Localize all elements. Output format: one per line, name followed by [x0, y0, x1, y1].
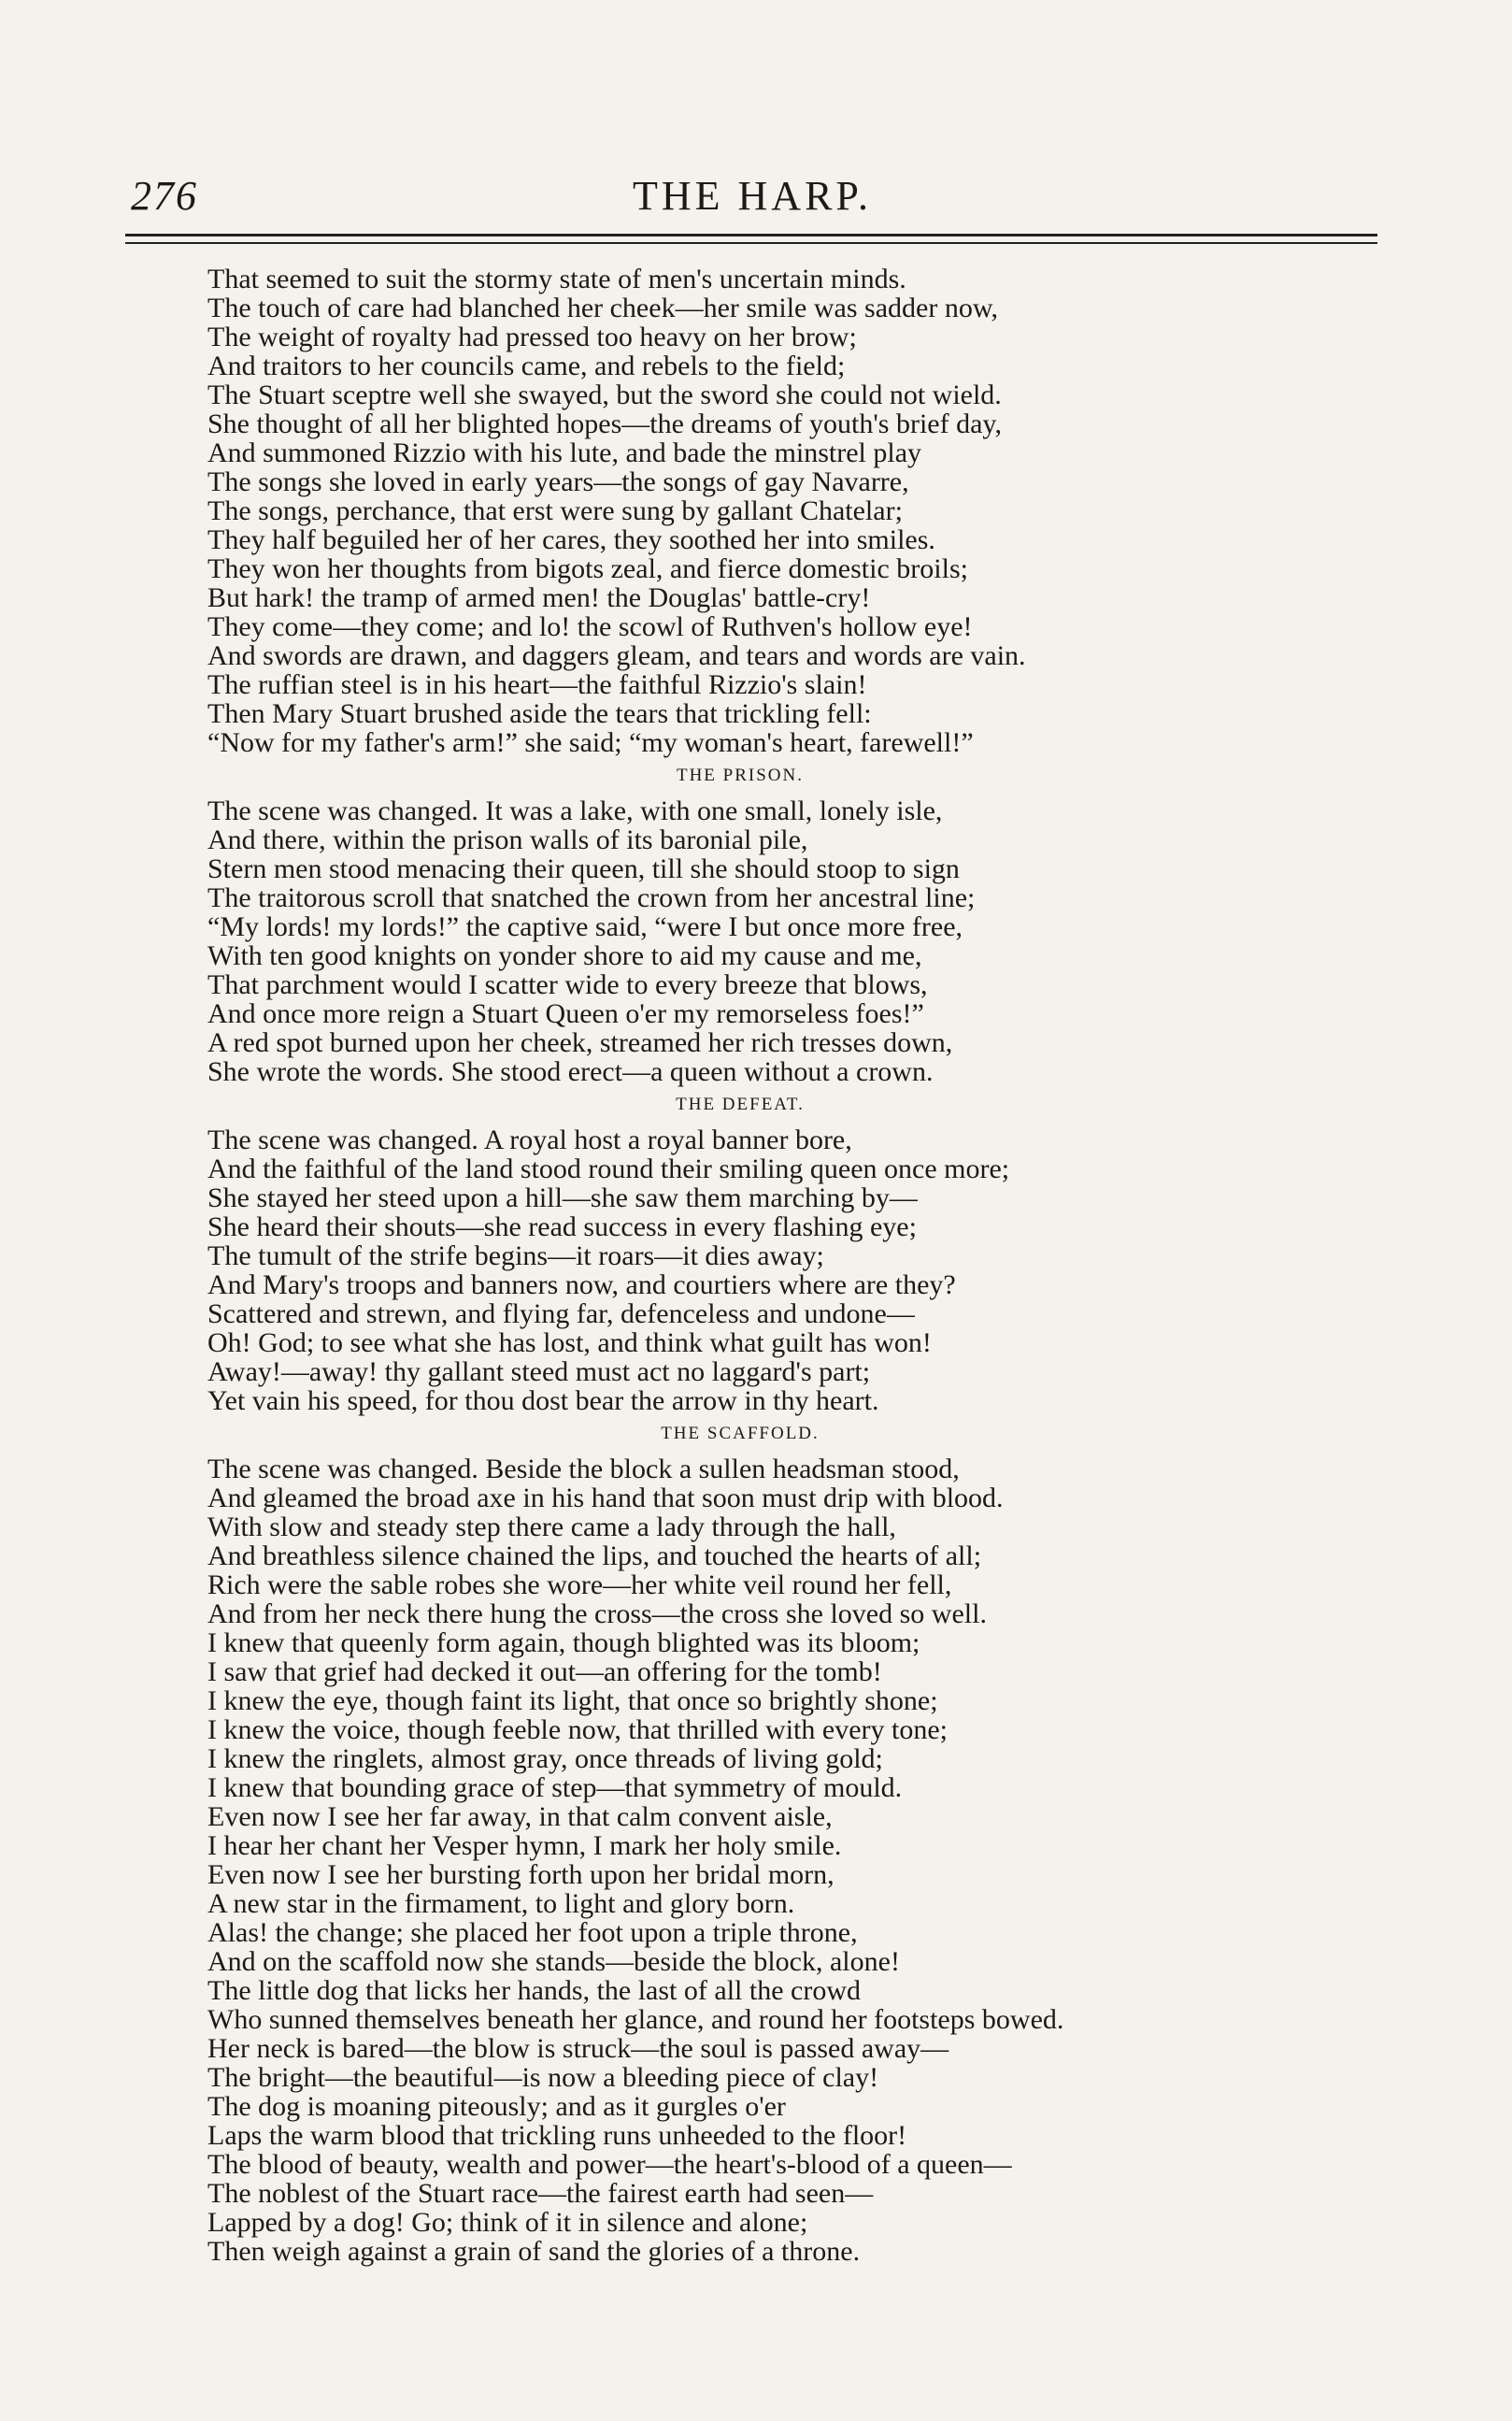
poem-line: The scene was changed. A royal host a royal banner bore, [207, 1125, 852, 1155]
poem-line: But hark! the tramp of armed men! the Douglas' battle-cry! [207, 582, 871, 613]
poem-line: She thought of all her blighted hopes—the dreams of youth's brief day, [207, 408, 1002, 439]
page-header [131, 165, 1374, 230]
poem-line: Laps the warm blood that trickling runs unheeded to the floor! [207, 2120, 907, 2151]
poem-line: And summoned Rizzio with his lute, and bade the minstrel play [207, 437, 922, 468]
poem-line: They half beguiled her of her cares, they soothed her into smiles. [207, 524, 935, 555]
poem-line: “Now for my father's arm!” she said; “my woman's heart, farewell!” [207, 727, 974, 758]
poem-line: And breathless silence chained the lips, and touched the hearts of all; [207, 1540, 982, 1571]
poem-line: The little dog that licks her hands, the last of all the crowd [207, 1975, 861, 2006]
poem-line: Who sunned themselves beneath her glance, and round her footsteps bowed. [207, 2004, 1064, 2035]
poem-line: And on the scaffold now she stands—beside the block, alone! [207, 1946, 900, 1977]
poem-line: Rich were the sable robes she wore—her white veil round her fell, [207, 1569, 952, 1600]
poem-line: Then weigh against a grain of sand the glories of a throne. [207, 2236, 861, 2267]
poem-line: Scattered and strewn, and flying far, defenceless and undone— [207, 1298, 915, 1329]
poem-line: The blood of beauty, wealth and power—the heart's-blood of a queen— [207, 2149, 1012, 2180]
poem-line: A red spot burned upon her cheek, streamed her rich tresses down, [207, 1027, 953, 1058]
running-title: THE HARP. [632, 173, 873, 219]
poem-line: She heard their shouts—she read success in every flashing eye; [207, 1211, 917, 1242]
poem-line: They come—they come; and lo! the scowl of Ruthven's hollow eye! [207, 611, 973, 642]
section-heading-label: THE SCAFFOLD. [661, 1424, 820, 1443]
poem-line: And there, within the prison walls of its baronial pile, [207, 824, 808, 855]
poem-line: I knew the voice, though feeble now, that thrilled with every tone; [207, 1714, 948, 1745]
poem-line: That seemed to suit the stormy state of men's uncertain minds. [207, 264, 906, 294]
poem-line: And from her neck there hung the cross—the cross she loved so well. [207, 1598, 987, 1629]
poem-line: Yet vain his speed, for thou dost bear the arrow in thy heart. [207, 1385, 879, 1416]
header-rule-thin [125, 242, 1377, 244]
page-number: 276 [131, 173, 198, 219]
poem-line: I knew the ringlets, almost gray, once threads of living gold; [207, 1743, 883, 1774]
poem-line: With ten good knights on yonder shore to aid my cause and me, [207, 940, 922, 971]
poem-line: Oh! God; to see what she has lost, and think what guilt has won! [207, 1327, 932, 1358]
poem-line: “My lords! my lords!” the captive said, “were I but once more free, [207, 911, 963, 942]
poem-line: The bright—the beautiful—is now a bleeding piece of clay! [207, 2062, 879, 2093]
poem-line: The scene was changed. It was a lake, with one small, lonely isle, [207, 795, 943, 826]
poem-line: I knew the eye, though faint its light, that once so brightly shone; [207, 1685, 938, 1716]
poem-line: I knew that queenly form again, though blighted was its bloom; [207, 1627, 920, 1658]
poem-line: Away!—away! thy gallant steed must act no laggard's part; [207, 1356, 871, 1387]
poem-line: Her neck is bared—the blow is struck—the soul is passed away— [207, 2033, 949, 2064]
poem-line: Even now I see her far away, in that calm convent aisle, [207, 1801, 833, 1832]
poem-line: The scene was changed. Beside the block a sullen headsman stood, [207, 1454, 960, 1484]
section-heading-label: THE PRISON. [676, 766, 804, 785]
poem-line: The tumult of the strife begins—it roars—it dies away; [207, 1240, 824, 1271]
section-heading-label: THE DEFEAT. [676, 1095, 805, 1114]
header-rule-thick [125, 234, 1377, 236]
poem-line: I saw that grief had decked it out—an offering for the tomb! [207, 1656, 882, 1687]
section-heading [207, 1086, 1310, 1125]
poem-line: And the faithful of the land stood round their smiling queen once more; [207, 1153, 1010, 1184]
section-heading [207, 757, 1310, 796]
poem-line: And Mary's troops and banners now, and courtiers where are they? [207, 1269, 956, 1300]
poem-line: The songs she loved in early years—the songs of gay Navarre, [207, 466, 909, 497]
poem-line: The weight of royalty had pressed too heavy on her brow; [207, 322, 857, 352]
poem-line: Alas! the change; she placed her foot upon a triple throne, [207, 1917, 858, 1948]
poem-text [207, 265, 1310, 2266]
poem-line: The noblest of the Stuart race—the fairest earth had seen— [207, 2178, 874, 2209]
poem-line: Even now I see her bursting forth upon her bridal morn, [207, 1859, 834, 1890]
poem-line: Stern men stood menacing their queen, till she should stoop to sign [207, 853, 960, 884]
poem-line: The traitorous scroll that snatched the crown from her ancestral line; [207, 882, 976, 913]
poem-line: The touch of care had blanched her cheek—her smile was sadder now, [207, 293, 999, 323]
poem-line: Then Mary Stuart brushed aside the tears that trickling fell: [207, 698, 872, 729]
poem-line: They won her thoughts from bigots zeal, and fierce domestic broils; [207, 553, 968, 584]
poem-line: Lapped by a dog! Go; think of it in silence and alone; [207, 2207, 808, 2238]
poem-line: A new star in the firmament, to light and glory born. [207, 1888, 795, 1919]
poem-line: And swords are drawn, and daggers gleam, and tears and words are vain. [207, 640, 1026, 671]
poem-line: The dog is moaning piteously; and as it gurgles o'er [207, 2091, 786, 2122]
poem-line: With slow and steady step there came a lady through the hall, [207, 1511, 896, 1542]
poem-line: She stayed her steed upon a hill—she saw them marching by— [207, 1182, 918, 1213]
poem-line: And traitors to her councils came, and rebels to the field; [207, 351, 846, 381]
poem-line: And gleamed the broad axe in his hand that soon must drip with blood. [207, 1483, 1004, 1513]
poem-line: That parchment would I scatter wide to every breeze that blows, [207, 969, 928, 1000]
poem-line: She wrote the words. She stood erect—a queen without a crown. [207, 1056, 934, 1087]
poem-line: And once more reign a Stuart Queen o'er my remorseless foes!” [207, 998, 924, 1029]
poem-line: The Stuart sceptre well she swayed, but the sword she could not wield. [207, 380, 1002, 410]
poem-line: I knew that bounding grace of step—that symmetry of mould. [207, 1772, 903, 1803]
section-heading [207, 1415, 1310, 1454]
poem-line: I hear her chant her Vesper hymn, I mark her holy smile. [207, 1830, 842, 1861]
poem-line: The songs, perchance, that erst were sung by gallant Chatelar; [207, 495, 903, 526]
poem-line: The ruffian steel is in his heart—the faithful Rizzio's slain! [207, 669, 867, 700]
